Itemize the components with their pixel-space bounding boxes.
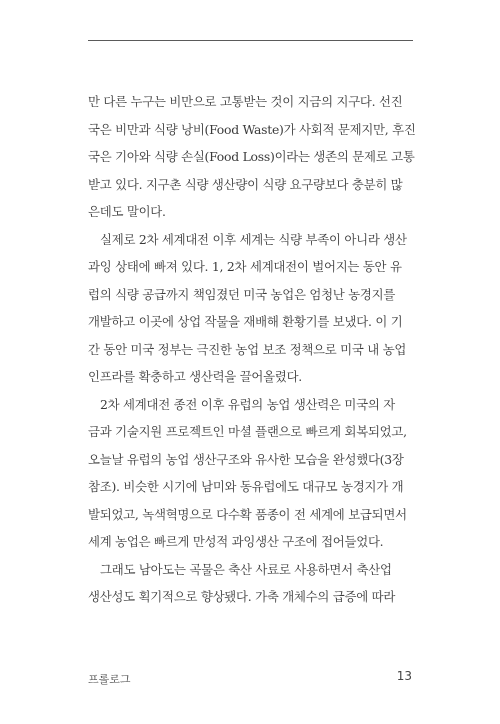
text-line: 만 다른 누구는 비만으로 고통받는 것이 지금의 지구다. 선진 (88, 94, 403, 109)
text-line: 오늘날 유럽의 농업 생산구조와 유사한 모습을 완성했다(3장 (88, 451, 404, 467)
text-line: 개발하고 이곳에 상업 작물을 재배해 환황기를 보냈다. 이 기 (88, 314, 403, 329)
text-line: 국은 비만과 식량 낭비(Food Waste)가 사회적 문제지만, 후진 (88, 121, 416, 137)
text-line: 생산성도 획기적으로 향상됐다. 가축 개체수의 급증에 따라 (88, 589, 396, 604)
text-line: 은데도 말이다. (88, 204, 166, 219)
text-line: 받고 있다. 지구촌 식량 생산량이 식량 요구량보다 충분히 많 (88, 176, 403, 192)
paragraph-3 (88, 391, 420, 556)
text-line: 과잉 상태에 빠져 있다. 1, 2차 세계대전이 벌어지는 동안 유 (88, 259, 402, 274)
text-line: 실제로 2차 세계대전 이후 세계는 식량 부족이 아니라 생산 (100, 231, 407, 247)
text-line: 참조). 비슷한 시기에 남미와 동유럽에도 대규모 농경지가 개 (88, 479, 404, 494)
paragraph-1 (88, 88, 420, 226)
page-number: 13 (396, 669, 412, 683)
text-line: 세계 농업은 빠르게 만성적 과잉생산 구조에 접어들었다. (88, 534, 384, 549)
text-line: 금과 기술지원 프로젝트인 마셜 플랜으로 빠르게 회복되었고, (88, 424, 407, 439)
body-text (88, 88, 420, 611)
text-line: 그래도 남아도는 곡물은 축산 사료로 사용하면서 축산업 (100, 561, 392, 577)
paragraph-2 (88, 226, 420, 391)
text-line: 간 동안 미국 정부는 극진한 농업 보조 정책으로 미국 내 농업 (88, 341, 407, 357)
footer-section-title: 프롤로그 (88, 673, 131, 686)
text-line: 2차 세계대전 종전 이후 유럽의 농업 생산력은 미국의 자 (100, 396, 395, 412)
text-line: 국은 기아와 식량 손실(Food Loss)이라는 생존의 문제로 고통 (88, 149, 415, 164)
text-line: 럽의 식량 공급까지 책임졌던 미국 농업은 엄청난 농경지를 (88, 286, 396, 302)
header-rule (88, 40, 413, 41)
paragraph-4 (88, 556, 420, 611)
text-line: 인프라를 확충하고 생산력을 끌어올렸다. (88, 369, 302, 384)
text-line: 발되었고, 녹색혁명으로 다수확 품종이 전 세계에 보급되면서 (88, 506, 407, 522)
